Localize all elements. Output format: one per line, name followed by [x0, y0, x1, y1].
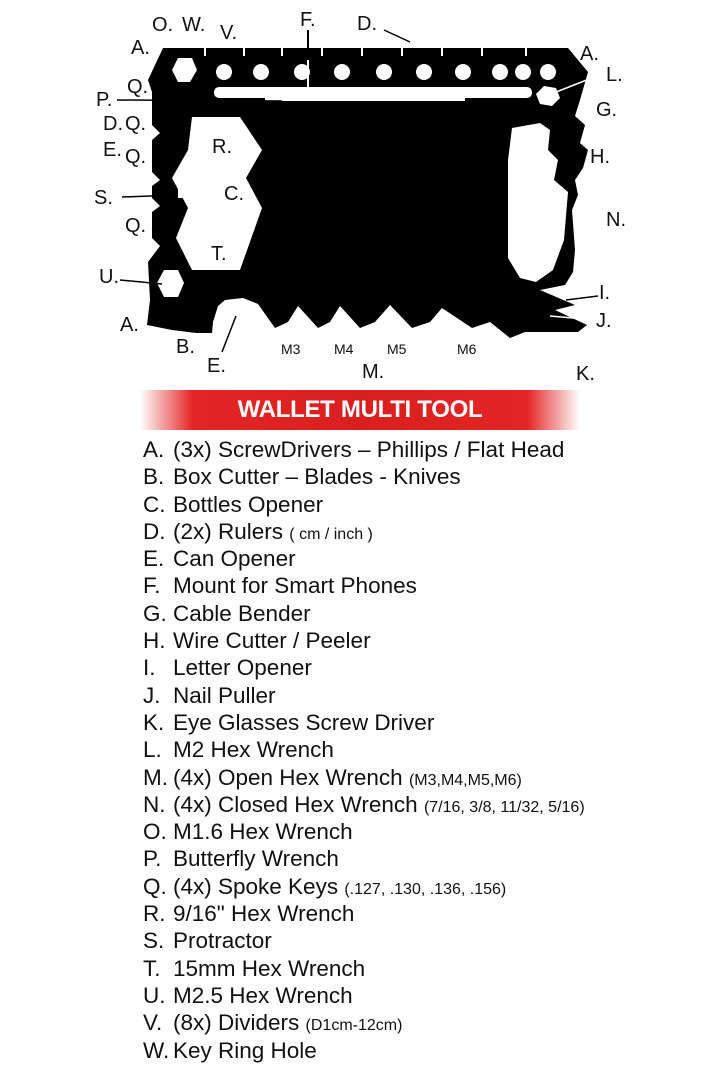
label-s: S.	[94, 187, 113, 209]
legend-key: T.	[143, 955, 161, 981]
label-m: M.	[362, 361, 385, 383]
wrench-size-m3: M3	[281, 341, 301, 357]
legend-list	[143, 436, 585, 1064]
legend-text: (4x) Spoke Keys	[173, 873, 339, 899]
legend-item	[143, 545, 585, 572]
label-j: J.	[596, 310, 612, 332]
legend-item	[143, 927, 585, 954]
wrench-size-m6: M6	[457, 341, 477, 357]
legend-key: B.	[143, 464, 165, 490]
legend-key: V.	[143, 1010, 163, 1036]
legend-item	[143, 654, 585, 681]
legend-note: (M3,M4,M5,M6)	[408, 771, 522, 789]
legend-key: N.	[143, 791, 166, 817]
legend-item	[143, 1037, 585, 1064]
legend-text: Eye Glasses Screw Driver	[173, 709, 435, 735]
legend-text: Wire Cutter / Peeler	[173, 628, 371, 654]
legend-item	[143, 518, 585, 545]
legend-item	[143, 491, 585, 518]
legend-key: O.	[143, 819, 167, 845]
label-a-bottom: A.	[120, 314, 139, 336]
label-d-top: D.	[357, 13, 377, 35]
legend-key: C.	[143, 491, 166, 517]
legend-item	[143, 572, 585, 599]
legend-text: Letter Opener	[173, 655, 312, 681]
legend-text: (3x) ScrewDrivers – Phillips / Flat Head	[173, 437, 565, 462]
label-e-left: E.	[103, 139, 122, 161]
label-a-right: A.	[580, 43, 599, 65]
label-t: T.	[211, 243, 227, 265]
legend-item	[143, 845, 585, 872]
legend-key: S.	[143, 928, 165, 954]
label-v: V.	[220, 22, 238, 44]
legend-key: R.	[143, 901, 166, 927]
multi-tool-diagram	[0, 0, 720, 385]
legend-text: Bottles Opener	[173, 491, 324, 517]
legend-text: (8x) Dividers	[173, 1010, 300, 1036]
legend-item	[143, 709, 585, 736]
legend-key: D.	[143, 518, 166, 544]
banner-title: WALLET MULTI TOOL	[237, 396, 483, 423]
label-q-2: Q.	[125, 113, 147, 135]
legend-text: Butterfly Wrench	[173, 846, 339, 872]
label-d-left: D.	[103, 113, 123, 135]
label-o: O.	[152, 14, 174, 36]
legend-key: P.	[143, 846, 162, 872]
legend-note: (7/16, 3/8, 11/32, 5/16)	[423, 798, 585, 816]
legend-key: H.	[143, 628, 166, 654]
legend-text: Protractor	[173, 928, 272, 954]
legend-item	[143, 791, 585, 818]
label-b: B.	[176, 336, 195, 358]
legend-text: (4x) Open Hex Wrench	[173, 764, 403, 790]
legend-item	[143, 463, 585, 490]
legend-item	[143, 682, 585, 709]
legend-key: K.	[143, 709, 165, 735]
legend-text: 9/16" Hex Wrench	[173, 901, 355, 927]
legend-key: M.	[143, 764, 168, 790]
label-q-3: Q.	[125, 146, 147, 168]
label-q-1: Q.	[127, 76, 149, 98]
legend-item	[143, 818, 585, 845]
legend-key: Q.	[143, 873, 167, 899]
label-h: H.	[590, 146, 610, 168]
legend-text: Can Opener	[173, 546, 296, 572]
label-n: N.	[606, 209, 626, 231]
legend-key: W.	[143, 1037, 170, 1063]
legend-text: Nail Puller	[173, 682, 276, 708]
label-q-4: Q.	[125, 215, 147, 237]
legend-item	[143, 1009, 585, 1036]
wrench-size-m5: M5	[387, 341, 407, 357]
legend-item	[143, 764, 585, 791]
label-k: K.	[576, 363, 595, 385]
legend-item	[143, 900, 585, 927]
legend-key: E.	[143, 546, 165, 572]
legend-text: M1.6 Hex Wrench	[173, 819, 353, 845]
legend-key: U.	[143, 982, 166, 1008]
legend-item	[143, 436, 585, 463]
legend-note: ( cm / inch )	[289, 525, 373, 543]
label-i: I.	[599, 282, 611, 304]
label-g: G.	[596, 99, 618, 121]
label-u: U.	[99, 266, 119, 288]
label-f: F.	[300, 9, 316, 31]
legend-text: Key Ring Hole	[173, 1037, 317, 1063]
legend-key: J.	[143, 682, 161, 708]
legend-item	[143, 627, 585, 654]
legend-key: I.	[143, 655, 156, 681]
label-c: C.	[224, 183, 244, 205]
label-w: W.	[182, 14, 206, 36]
legend-item	[143, 955, 585, 982]
label-l: L.	[606, 64, 623, 86]
legend-item	[143, 736, 585, 763]
legend-text: Box Cutter – Blades - Knives	[173, 464, 461, 490]
label-a-left: A.	[131, 37, 150, 59]
label-e-bottom: E.	[207, 355, 226, 377]
legend-text: Cable Bender	[173, 600, 311, 626]
label-r: R.	[212, 136, 232, 158]
legend-key: G.	[143, 600, 167, 626]
legend-note: (D1cm-12cm)	[305, 1017, 403, 1035]
title-banner	[140, 390, 580, 430]
wrench-size-m4: M4	[334, 341, 354, 357]
label-p: P.	[96, 89, 113, 111]
legend-item	[143, 600, 585, 627]
legend-item	[143, 982, 585, 1009]
legend-text: M2.5 Hex Wrench	[173, 982, 353, 1008]
legend-key: F.	[143, 573, 161, 599]
legend-text: 15mm Hex Wrench	[173, 955, 366, 981]
legend-key: L.	[143, 737, 162, 763]
legend-text: M2 Hex Wrench	[173, 737, 334, 763]
legend-text: (2x) Rulers	[173, 518, 284, 544]
legend-key: A.	[143, 437, 165, 462]
legend-note: (.127, .130, .136, .156)	[344, 880, 507, 898]
legend-text: (4x) Closed Hex Wrench	[173, 791, 418, 817]
legend-item	[143, 873, 585, 900]
legend-text: Mount for Smart Phones	[173, 573, 417, 599]
